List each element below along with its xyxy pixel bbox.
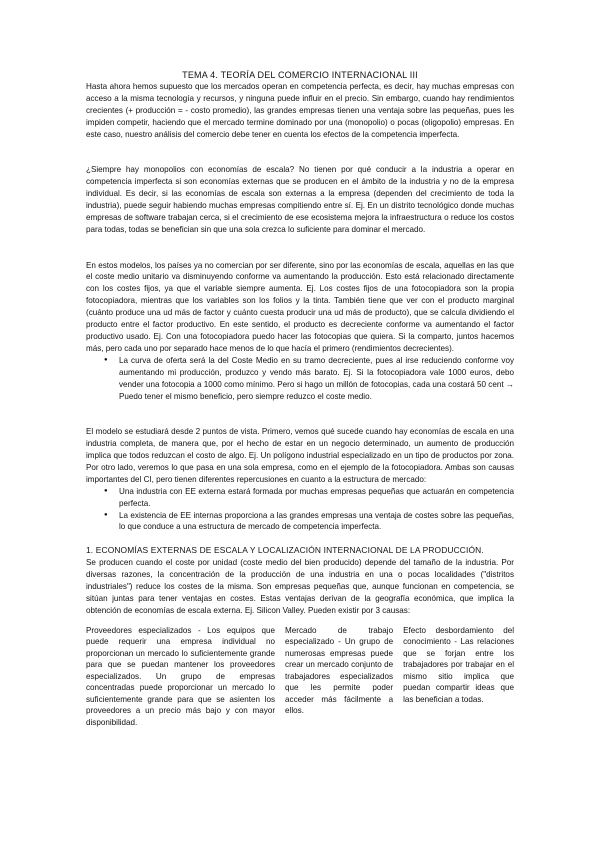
intro-paragraph: Hasta ahora hemos supuesto que los mercados operan en competencia perfecta, es decir, hay muchas empresas con acceso a la misma tecnología y recursos, y ninguna puede influir en el precio. Sin embargo, cuando hay rendimientos crecientes (+ producción = - costo promedio), las grandes empresas tienen una ventaja sobre las pequeñas, pues les impiden competir, haciendo que el mercado termine dominado por una (monopolio) o pocas (oligopolio) empresas. En este caso, nuestro análisis del comercio debe tener en cuenta los efectos de la competencia imperfecta. <box>86 82 514 139</box>
page-title: TEMA 4. TEORÍA DEL COMERCIO INTERNACIONAL III <box>182 70 418 80</box>
list-item: ● La existencia de EE internas proporciona a las grandes empresas una ventaja de costes sobre las pequeñas, lo que conduce a una estructura de mercado de competencia imperfecta. <box>119 510 514 534</box>
cause-column: Efecto desbordamiento del conocimiento - Las relaciones que se forjan entre los trabajadores por trabajar en el mismo sitio implica que puedan compartir ideas que las benefician a todas. <box>403 625 514 704</box>
coste-medio-list <box>86 355 514 403</box>
cause-column: Proveedores especializados - Los equipos que puede requerir una empresa individual no proporcionan un mercado lo suficientemente grande para que se puedan mantener los proveedores especializados. Un grupo de empresas concentradas puede proporcionar un mercado lo suficientemente grande para que se asienten los proveedores a un precio más bajo y con mayor disponibilidad. <box>86 625 276 727</box>
list-item: ● La curva de oferta será la del Coste Medio en su tramo decreciente, pues al irse reduciendo conforme voy aumentando mi producción, produzco y vendo más barato. Ej. Si la fotocopiadora vale 1000 euros, debo vender una fotocopia a 1000 como mínimo. Pero si hago un millón de fotocopias, cada una costará 50 cent → Puedo tener el mismo beneficio, pero siempre reduzco el coste medio. <box>119 355 514 403</box>
monopolios-paragraph: ¿Siempre hay monopolios con economías de escala? No tienen por qué conducir a la industria a operar en competencia imperfecta si son economías externas que se producen en el ámbito de la industria y no de la empresa individual. Es decir, si las economías de escala son externas a la empresa (dependen del crecimiento de toda la industria), puede seguir habiendo muchas empresas compitiendo entre sí. Ej. En un distrito tecnológico donde muchas empresas de software trabajan cerca, si el crecimiento de ese ecosistema mejora la infraestructura o reduce los costos para todas, todas se benefician sin que una sola crezca lo suficiente para dominar el mercado. <box>86 165 514 234</box>
causes-columns <box>86 625 514 729</box>
section-heading: 1. ECONOMÍAS EXTERNAS DE ESCALA Y LOCALIZACIÓN INTERNACIONAL DE LA PRODUCCIÓN. <box>86 545 484 556</box>
section-body: Se producen cuando el coste por unidad (coste medio del bien producido) depende del tamaño de la industria. Por diversas razones, la concentración de la producción de una industria en una o pocas localidades ("distritos industriales") reduce los costes de la misma. Son empresas pequeñas que, aunque funcionan en competencia, se sitúan juntas para tener ventajas en costes. Estas ventajas derivan de la geografía económica, que implica la obtención de economías de escala externa. Ej. Silicon Valley. Pueden existir por 3 causas: <box>86 558 514 615</box>
modelo-paragraph: El modelo se estudiará desde 2 puntos de vista. Primero, vemos qué sucede cuando hay economías de escala en una industria completa, de manera que, por el hecho de estar en un negocio determinado, un aumento de producción implica que todos reduzcan el costo de algo. Ej. Un polígono industrial especializado en un tipo de productos por zona. Por otro lado, veremos lo que pasa en una sola empresa, como en el ejemplo de la fotocopiadora. Ambas son causas importantes del CI, pero tienen diferentes repercusiones en cuanto a la estructura de mercado: <box>86 427 514 484</box>
estructura-list <box>86 486 514 534</box>
modelos-paragraph: En estos modelos, los países ya no comercian por ser diferente, sino por las economías de escala, aquellas en las que el coste medio unitario va disminuyendo conforme va aumentando la producción. Esto está relacionado directamente con los costes fijos, ya que el variable siempre aumenta. Ej. Los costes fijos de una fotocopiadora son la propia fotocopiadora, mientras que los variables son los folios y la tinta. También tiene que ver con el producto marginal (cuánto produce una ud más de factor y cuánto cuesta producir una ud más de producto), que se calcula dividiendo el producto entre el factor productivo. En este sentido, el producto es decreciente conforme va aumentando el factor productivo usado. Ej. Con una fotocopiadora puedo hacer las fotocopias que quiera. Si la comparto, juntos hacemos más, pero cada uno por separado hace menos de lo que hacía el primero (rendimientos decrecientes). <box>86 260 514 353</box>
list-item: ● Una industria con EE externa estará formada por muchas empresas pequeñas que actuarán en competencia perfecta. <box>119 486 514 510</box>
cause-column: Mercado de trabajo especializado - Un grupo de numerosas empresas puede crear un mercado conjunto de trabajadores especializados que les permite poder acceder más fácilmente a ellos. <box>285 625 394 716</box>
